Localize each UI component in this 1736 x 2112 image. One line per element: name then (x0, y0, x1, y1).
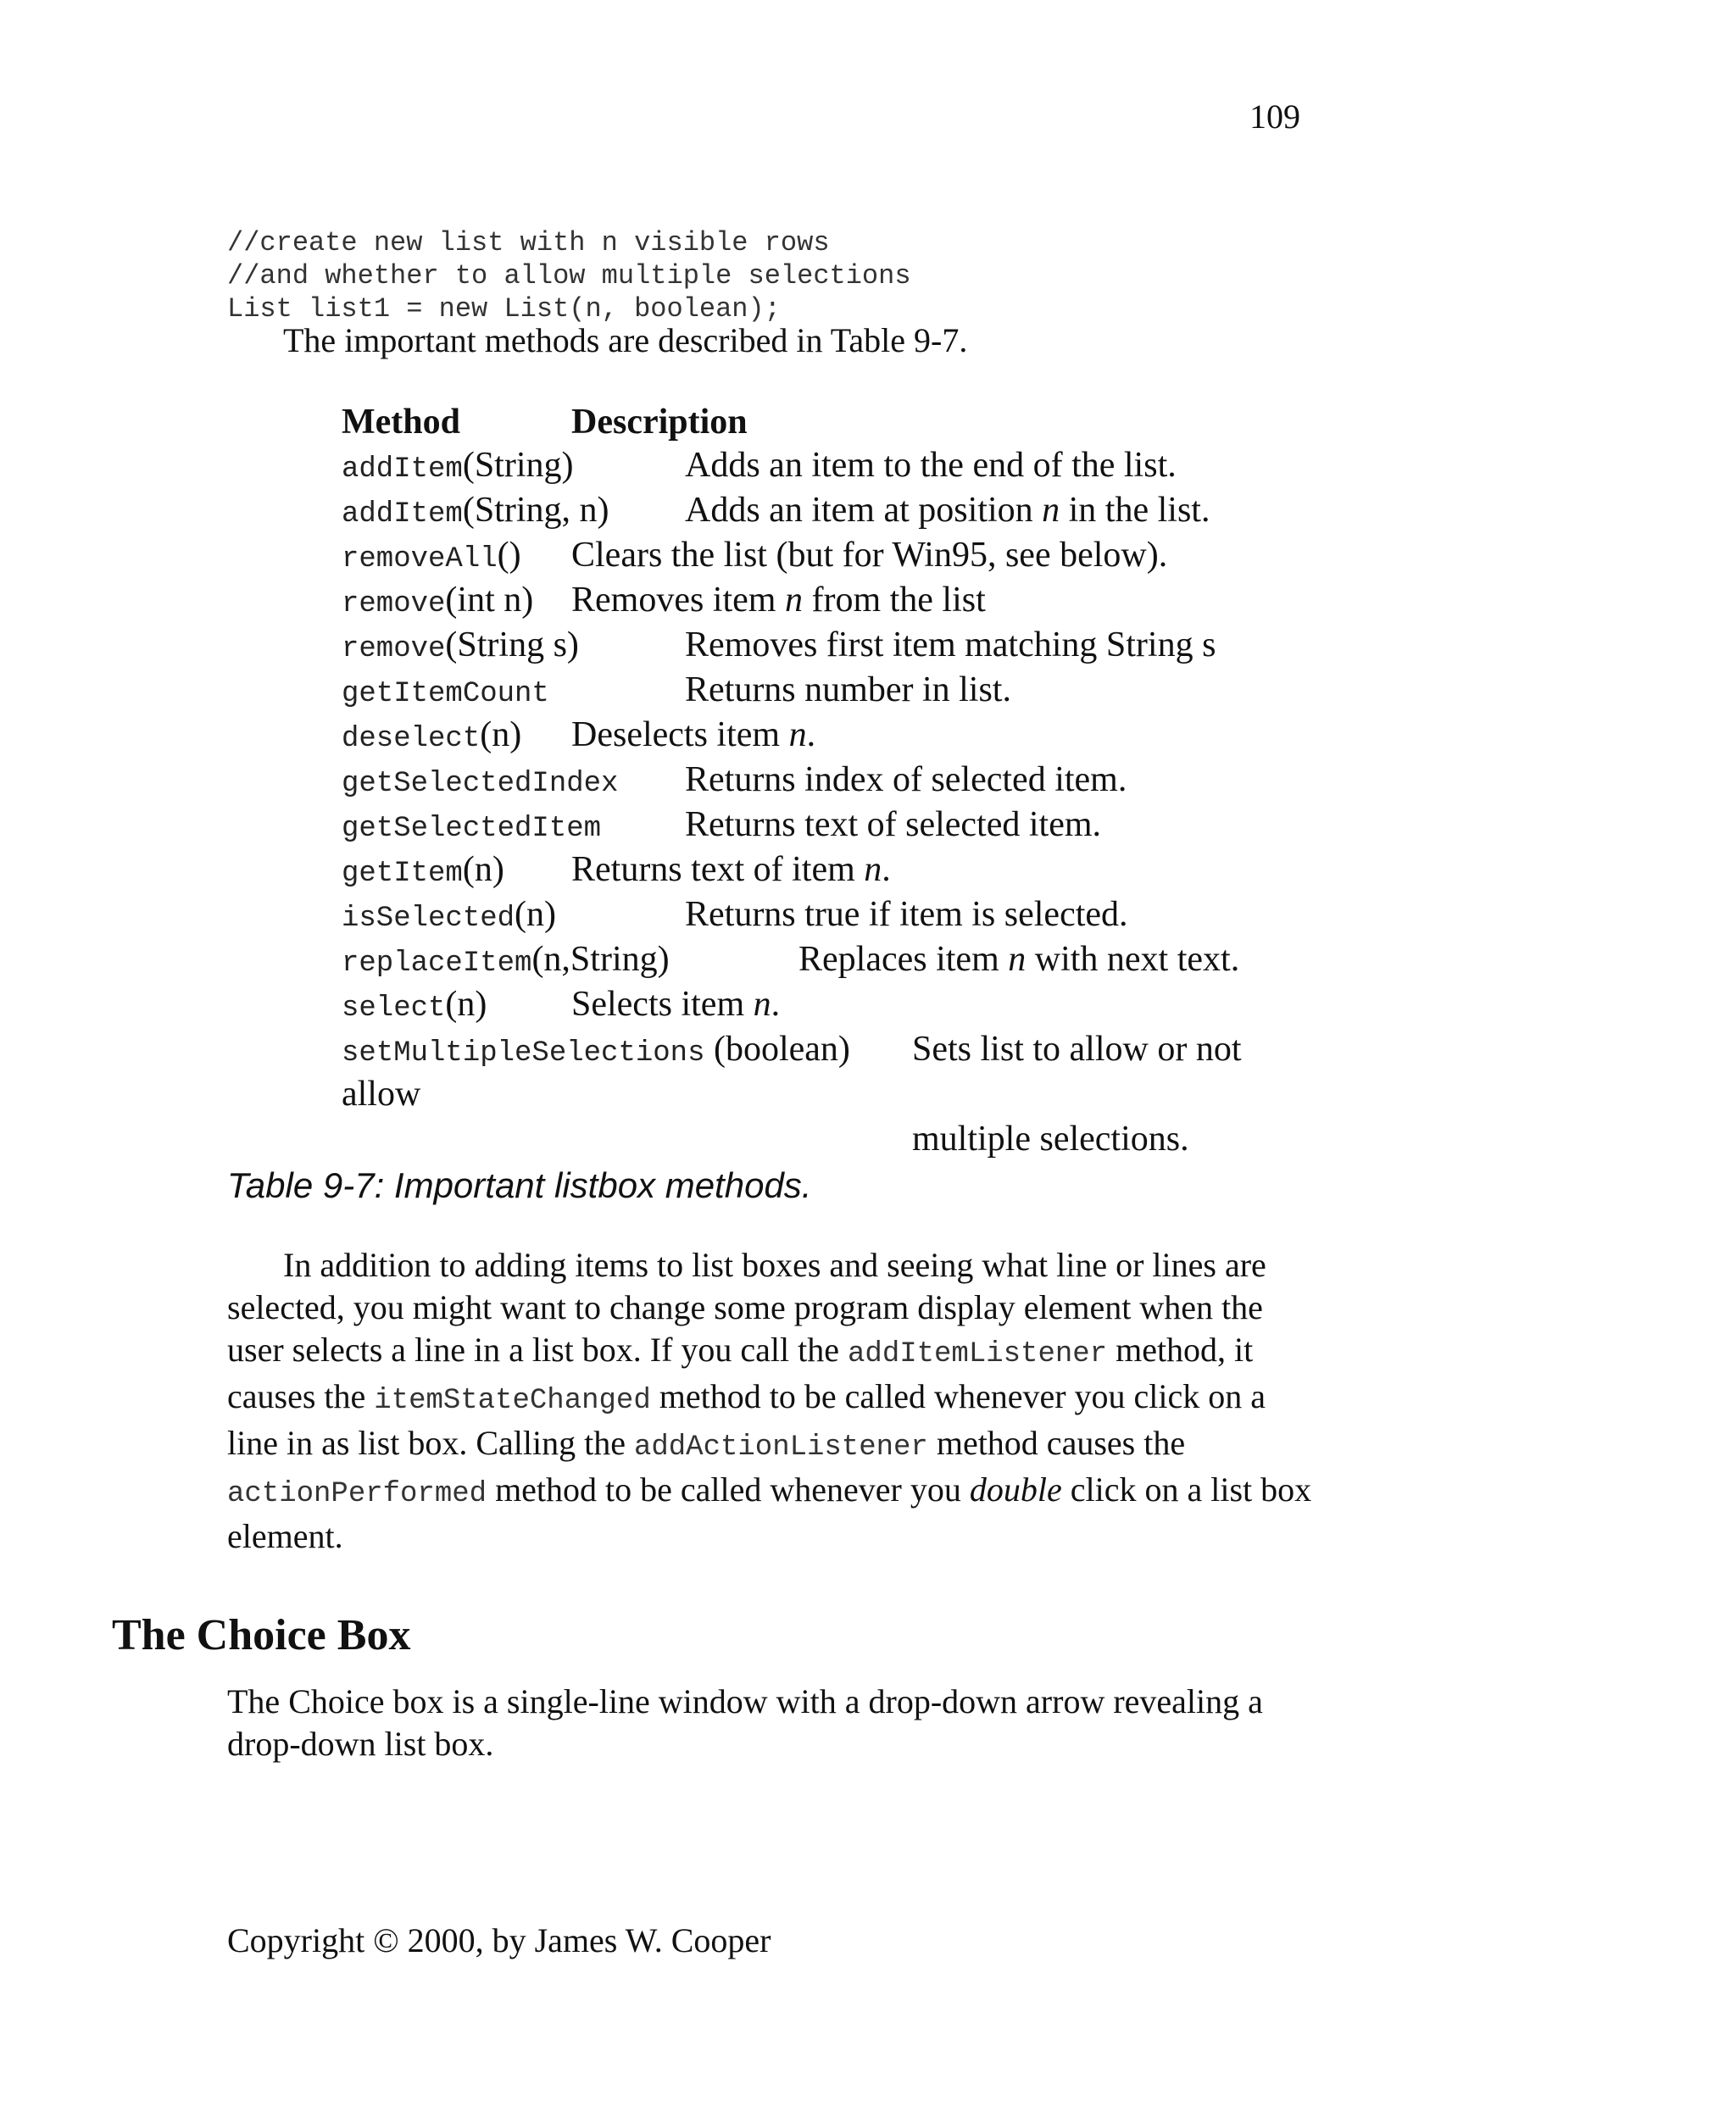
table-row-method (342, 580, 533, 620)
method-name: addItem (342, 498, 463, 531)
code-inline: actionPerformed (227, 1478, 487, 1510)
table-row-description: Clears the list (but for Win95, see below). (571, 536, 1168, 575)
method-name: isSelected (342, 903, 515, 935)
method-args: (n) (445, 985, 487, 1024)
table-row-method (342, 445, 573, 486)
method-name: replaceItem (342, 948, 532, 980)
table-row-description: Selects item n. (571, 985, 781, 1024)
method-name: getItemCount (342, 678, 549, 710)
table-row-method (342, 714, 521, 755)
page-number: 109 (1249, 97, 1300, 136)
table-row-method (342, 804, 601, 845)
method-name: remove (342, 588, 446, 620)
method-name: getItem (342, 858, 463, 890)
table-row-method (342, 939, 670, 980)
method-args: (String, n) (462, 491, 609, 530)
table-row-description: Removes first item matching String s (685, 625, 1216, 664)
table-row-method-wrap: allow (342, 1075, 421, 1114)
code-line: //create new list with n visible rows (227, 227, 830, 258)
code-line: List list1 = new List(n, boolean); (227, 293, 781, 325)
table-row-method (342, 670, 549, 710)
method-name: setMultipleSelections (342, 1037, 705, 1070)
method-args: (String s) (445, 625, 579, 664)
code-line: //and whether to allow multiple selections (227, 260, 911, 292)
method-name: getSelectedItem (342, 813, 602, 845)
method-args: () (497, 536, 521, 575)
table-row-description: Adds an item to the end of the list. (685, 446, 1177, 485)
table-row-method (342, 849, 504, 890)
method-name: getSelectedIndex (342, 768, 619, 800)
copyright-footer: Copyright © 2000, by James W. Cooper (227, 1921, 771, 1959)
table-caption: Table 9-7: Important listbox methods. (227, 1165, 812, 1205)
intro-sentence: The important methods are described in Table 9-7. (283, 321, 968, 359)
table-row-description: Removes item n from the list (571, 581, 986, 620)
table-header-method: Method (342, 403, 460, 442)
method-args: (int n) (445, 581, 534, 620)
table-row-description: Sets list to allow or not (912, 1030, 1242, 1069)
body-paragraph: In addition to adding items to list boxes and seeing what line or lines are selected, you might want to change some program display element when the user selects a line in a list box. If you call the addItemListener method, it causes the itemStateChanged method to be called whenever you click on a line in as list box. Calling the addActionListener method causes the actionPerformed method to be called whenever you double click on a list box element. (227, 1246, 1312, 1555)
table-row-method (342, 759, 618, 800)
method-args: (String) (462, 446, 574, 485)
method-args: (n) (462, 850, 504, 889)
table-row-description: Replaces item n with next text. (798, 940, 1240, 979)
method-args: (n) (480, 715, 522, 754)
method-args: (boolean) (704, 1030, 850, 1069)
code-inline: addItemListener (848, 1338, 1108, 1370)
method-args: (n,String) (531, 940, 670, 979)
method-name: remove (342, 633, 446, 665)
table-row-description: Returns text of selected item. (685, 805, 1102, 844)
table-row-method (342, 984, 487, 1025)
code-inline: itemStateChanged (374, 1385, 651, 1417)
table-row-description: Deselects item n. (571, 715, 816, 754)
section-body: The Choice box is a single-line window with a drop-down arrow revealing a drop-down list box. (227, 1682, 1263, 1763)
table-row-description: Adds an item at position n in the list. (685, 491, 1210, 530)
emphasis: double (969, 1470, 1062, 1509)
table-header-description: Description (571, 403, 748, 442)
table-row-method (342, 625, 579, 665)
table-row-description: Returns index of selected item. (685, 760, 1127, 799)
table-row-method (342, 1029, 850, 1070)
table-row-description: Returns true if item is selected. (685, 895, 1128, 934)
method-name: deselect (342, 723, 481, 755)
table-row-method (342, 535, 521, 575)
method-args: (n) (515, 895, 557, 934)
code-inline: addActionListener (633, 1431, 928, 1464)
table-row-method (342, 490, 609, 531)
table-row-description: Returns number in list. (685, 670, 1011, 709)
method-name: removeAll (342, 543, 498, 575)
table-row-method (342, 894, 556, 935)
method-name: select (342, 992, 446, 1025)
table-row-description-continued: multiple selections. (912, 1120, 1189, 1159)
method-name: addItem (342, 453, 463, 486)
table-row-description: Returns text of item n. (571, 850, 891, 889)
section-heading: The Choice Box (112, 1611, 411, 1659)
